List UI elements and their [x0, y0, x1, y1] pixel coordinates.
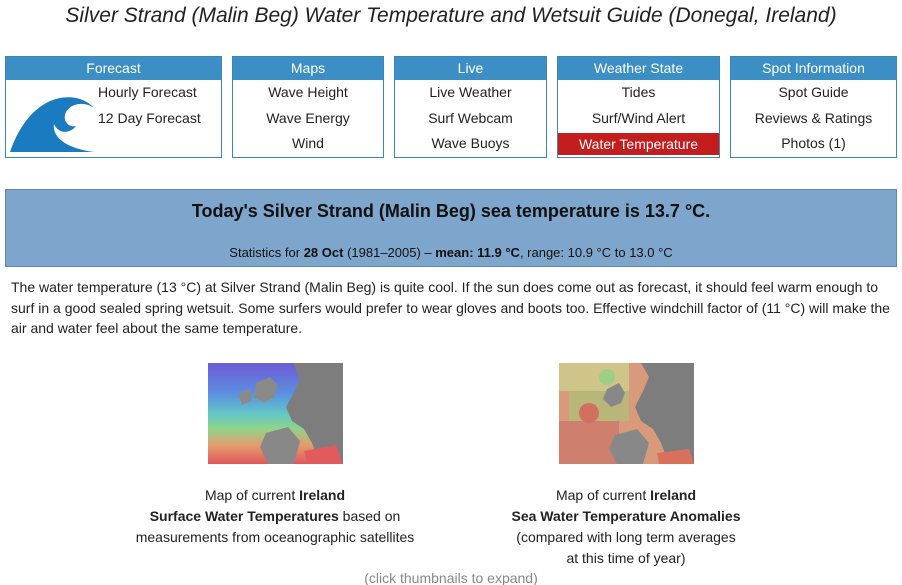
anomaly-caption-line1 [466, 485, 786, 506]
menu-item-reviews-ratings[interactable]: Reviews & Ratings [754, 109, 873, 126]
page-title: Silver Strand (Malin Beg) Water Temperature and Wetsuit Guide (Donegal, Ireland) [65, 4, 837, 27]
menu-maps [232, 56, 384, 158]
temperature-summary [5, 189, 897, 267]
anomaly-map-caption [466, 485, 786, 569]
expand-note: (click thumbnails to expand) [364, 570, 538, 585]
summary-statistics [6, 245, 896, 260]
summary-headline: Today's Silver Strand (Malin Beg) sea temperature is 13.7 °C. [191, 201, 711, 221]
menu-item-12-day-forecast[interactable]: 12 Day Forecast [98, 109, 201, 126]
menu-item-surf-webcam[interactable]: Surf Webcam [428, 109, 513, 126]
sst-caption-prefix: Map of current [204, 487, 300, 503]
anomaly-caption-line3: (compared with long term averages [516, 529, 736, 545]
menu-forecast-header[interactable]: Forecast [6, 57, 221, 80]
stats-range: , range: 10.9 °C to 13.0 °C [519, 245, 673, 260]
sst-caption-line3: measurements from oceanographic satellites [135, 529, 415, 545]
menu-item-spot-guide[interactable]: Spot Guide [778, 84, 849, 100]
stats-mean: mean: 11.9 °C [435, 245, 520, 260]
anomaly-caption-prefix: Map of current [555, 487, 651, 503]
sst-caption-line1 [115, 485, 435, 506]
menu-live-header[interactable]: Live [395, 57, 546, 80]
menu-spot-information [730, 56, 897, 158]
menu-maps-header[interactable]: Maps [233, 57, 383, 80]
menu-weather-state-header[interactable]: Weather State [558, 57, 719, 80]
menu-item-photos[interactable]: Photos (1) [781, 135, 846, 151]
menu-item-wave-height[interactable]: Wave Height [268, 84, 348, 100]
menu-forecast [5, 56, 222, 158]
stats-period: (1981–2005) – [343, 245, 436, 260]
sst-caption-region: Ireland [299, 487, 346, 503]
anomaly-caption-line4: at this time of year) [566, 550, 686, 566]
sst-map-caption [115, 485, 435, 548]
sst-map-thumbnail[interactable] [208, 363, 343, 464]
menu-item-surf-wind-alert[interactable]: Surf/Wind Alert [591, 109, 686, 126]
menu-item-wind[interactable]: Wind [292, 135, 324, 151]
menu-live [394, 56, 547, 158]
sst-caption-title: Surface Water Temperatures [149, 508, 339, 524]
anomaly-caption-title: Sea Water Temperature Anomalies [511, 508, 741, 524]
menu-item-live-weather[interactable]: Live Weather [429, 84, 512, 100]
menu-item-hourly-forecast[interactable]: Hourly Forecast [98, 84, 197, 100]
menu-spot-information-header[interactable]: Spot Information [731, 57, 896, 80]
sst-caption-line2 [115, 506, 435, 527]
stats-date: 28 Oct [303, 245, 344, 260]
wave-icon[interactable] [8, 94, 96, 154]
stats-prefix: Statistics for [229, 245, 304, 260]
anomaly-caption-region: Ireland [650, 487, 697, 503]
anomaly-caption-line2 [466, 506, 786, 527]
menu-item-water-temperature[interactable]: Water Temperature [558, 133, 719, 155]
water-description: The water temperature (13 °C) at Silver Strand (Malin Beg) is quite cool. If the sun does come out as forecast, it should feel warm enough to surf in a good sealed spring wetsuit. Some surfers would prefer to wear gloves and boots too. Effective windchill factor of (11 °C) will make the air and water feel about the same temperature. [11, 279, 890, 336]
sst-anomaly-map-thumbnail[interactable] [559, 363, 694, 464]
menu-weather-state [557, 56, 720, 158]
sst-caption-rest: based on [338, 508, 401, 524]
menu-item-tides[interactable]: Tides [621, 84, 656, 100]
menu-item-wave-energy[interactable]: Wave Energy [266, 109, 350, 126]
menu-item-wave-buoys[interactable]: Wave Buoys [431, 135, 510, 151]
